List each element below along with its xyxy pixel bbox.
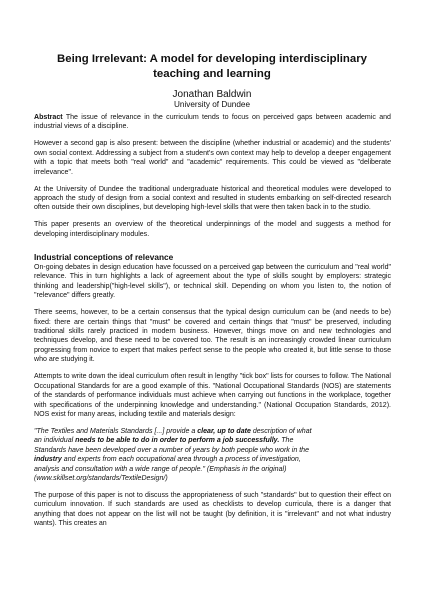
title-line-1: Being Irrelevant: A model for developing interdisciplinary: [57, 53, 367, 65]
section-paragraph-3: Attempts to write down the ideal curriculum often result in lengthy "tick box" lists for courses to follow. The National Occupational Standards for are a good example of this. "National Occupational Standards (NOS) are statements of the standards of performance individuals must achieve when carrying out functions in the workplace, together with specifications of the underpinning knowledge and understanding." (National Occupation Standards, 2012). NOS exist for many areas, including textile and materials design:: [34, 373, 391, 418]
quote-emphasis-3: industry: [34, 456, 62, 464]
paper-body: [34, 111, 391, 536]
abstract-paragraph-3: At the University of Dundee the traditional undergraduate historical and theoretical modules were developed to approach the study of design from a social context and resulted in students embarking on self-directed research often outside their own disciplines, but developing high-level skills that were then taken back in to the studio.: [34, 185, 391, 212]
quote-emphasis-2: needs to be able to do in order to perform a job successfully.: [75, 437, 280, 445]
quote-text-1: "The Textiles and Materials Standards [...] provide a: [34, 427, 198, 435]
abstract-paragraph-2: However a second gap is also present: between the discipline (whether industrial or academic) and the students' own social context. Addressing a subject from a student's own context may help to develop a deeper engagement with a topic that meets both "real world" and "academic" requirements. This could be viewed as "deliberate irrelevance".: [34, 140, 391, 176]
paper-title: [40, 52, 384, 81]
abstract-paragraph-4: This paper presents an overview of the theoretical underpinnings of the model and suggests a method for developing interdisciplinary modules.: [34, 221, 391, 238]
section-paragraph-4: The purpose of this paper is not to discuss the appropriateness of such "standards" but to question their effect on curriculum innovation. If such standards are used as checklists to develop curricula, there is a danger that anything that does not appear on the list will not be taught (by definition, it is "irrelevant" and not what industry wants). This creates an: [34, 491, 391, 528]
section-heading: Industrial conceptions of relevance: [34, 252, 174, 263]
section-paragraph-1: On-going debates in design education have focussed on a perceived gap between the curriculum and "real world" relevance. This in turn highlights a lack of agreement about the type of skills sought by employers: strategic thinking and leadership("high-level skills"), or technical skill. Depending on whom you listen to, the notion of "relevance" differs greatly.: [34, 264, 391, 300]
title-line-2: teaching and learning: [153, 67, 271, 80]
author-affiliation: University of Dundee: [174, 100, 250, 109]
block-quote: [34, 427, 315, 483]
quote-text-2: description of what an individual: [34, 427, 312, 445]
quote-emphasis-1: clear, up to date: [197, 427, 251, 435]
abstract-paragraph: [34, 113, 391, 132]
abstract-label: Abstract: [34, 114, 63, 121]
quote-text-3: The Standards have been developed over a number of years by both people who work in the: [34, 437, 310, 454]
abstract-text: The issue of relevance in the curriculum tends to focus on perceived gaps between academic and industrial views of a discipline.: [34, 114, 391, 131]
quote-text-4: and experts from each occupational area through a process of investigation, analysis and consultation with a wide range of people." (Emphasis in the original) (www.skillset.org/standards/TextileDesign/): [34, 456, 301, 482]
section-paragraph-2: There seems, however, to be a certain consensus that the typical design curriculum can be (and needs to be) fixed: there are certain things that "must" be covered and certain things that "must" be preserved, including traditional skills rarely practiced in modern business. However, things move on and new technologies and techniques develop, and these need to be covered too. The result is an increasingly crowded linear curriculum progressing from novice to expert that makes perfect sense to the people who created it, but little sense to those who are studying it.: [34, 309, 391, 364]
author-name: Jonathan Baldwin: [172, 89, 252, 100]
